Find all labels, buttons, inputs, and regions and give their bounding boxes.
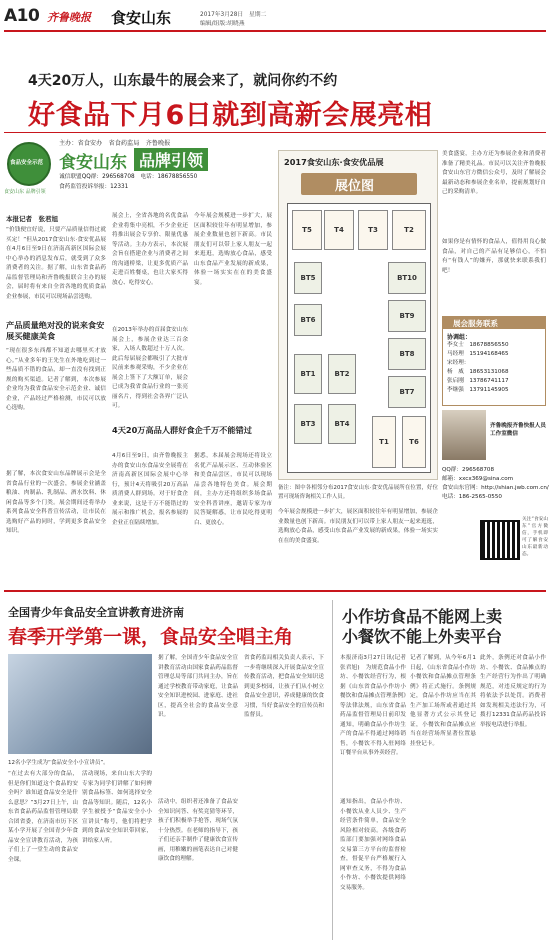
headline-rule bbox=[4, 132, 546, 133]
booth-t6: T6 bbox=[402, 416, 426, 468]
story2-photo bbox=[8, 654, 152, 754]
qq-group: QQ群：296568708 bbox=[442, 467, 495, 473]
booth-bt3: BT3 bbox=[294, 404, 322, 444]
booth-t1: T1 bbox=[372, 416, 396, 468]
booth-bt6: BT6 bbox=[294, 304, 322, 336]
tip-line: 食药监管投诉举报：12331 bbox=[59, 184, 129, 190]
booth-bt1: BT1 bbox=[294, 354, 322, 394]
lead-body-1: “价钱便宜好说，只要产品质量信得过就买定！”但从2017食安山东·食安优品展在4月6日至9日在济南高新区国际会展中心举办的消息发布后，就受到了众多消费者的关注。据了解，山东省食品药品监督管理局和齐鲁晚报联合主办的展会，届时将有来自全省各地的优质食品企业参展，市民可以现场品尝选购。 bbox=[6, 227, 106, 300]
booth-t2: T2 bbox=[392, 210, 426, 250]
booth-bt7: BT7 bbox=[388, 376, 426, 408]
story2-body-2: 活动现场，来自山东大学的专家为同学们讲解了如何辨别食品标签、如何选择安全食品等知识。随后，12名小学生被授予“食品安全小小宣讲员”称号，他们将把学到的食品安全知识带回家，讲给家人听。 bbox=[82, 771, 152, 844]
qr-caption-2: 关注“食安山东”官方微信，手机即可了解食安山东最新动态。 bbox=[522, 517, 548, 557]
right-body-3: 今年展会规模进一步扩大，展区面积较往年有明显增加，参展企业数量也创下新高。市民朋友们可以带上家人朋友一起来逛逛，选购放心食品，感受山东食品产业发展的新成果，体验一场实实在在的美食盛宴。 bbox=[278, 509, 438, 544]
booth-bt10: BT10 bbox=[388, 262, 426, 294]
lead-subhead-1: 产品质量绝对没的说来食安展买健康美食 bbox=[6, 320, 105, 341]
qr-code bbox=[480, 520, 520, 560]
story2-body-3: 据了解，全国青少年食品安全宣讲教育活动由国家食品药品监督管理总局等部门共同主办，旨在通过学校教育带动家庭，让食品安全知识进校园、进家庭、进社区，提高全社会的食品安全意识。 bbox=[158, 655, 238, 718]
contact-line: 马经理 15194168465 bbox=[447, 351, 509, 357]
paper-name: 齐鲁晚报 bbox=[47, 11, 91, 24]
masthead bbox=[0, 0, 550, 30]
lead-body-4: 展会上，全省各地的名优食品企业将集中亮相，不少企业还将推出展会专享价、限量优惠等活动。主办方表示，本次展会旨在搭建企业与消费者之间的沟通桥梁，让更多优质产品走进百姓餐桌，也让大家买得放心、吃得安心。 bbox=[112, 213, 188, 286]
booth-t5: T5 bbox=[292, 210, 322, 250]
booth-bt5: BT5 bbox=[294, 262, 322, 294]
booth-t4: T4 bbox=[324, 210, 354, 250]
story2-body-1: “在过去有大部分的食品，但是你们知道这个食品的安全吗？谁知道食品安全是什么意思？”3月27日上午，山东省食品药品监督管理局联合团省委，在济南市历下区某小学开展了全国青少年食品安全宣讲教育活动，为孩子们上了一堂生动的食品安全课。 bbox=[8, 771, 78, 863]
story3-body-1: 本报济南3月27日讯(记者 张君旭) 为规范食品小作坊、小餐饮经营行为，根据《山东省食品小作坊小餐饮和食品摊点管理条例》等法律法规，山东省食品药品监督管理局日前印发通知，明确食品小作坊生产的食品不得通过网络销售，小餐饮不得入驻网络订餐平台从事外卖经营。 bbox=[340, 655, 406, 756]
hotline: 诚信联盟QQ群：296568708 电话：18678856550 bbox=[59, 174, 198, 180]
service-title: 展会服务联系 bbox=[453, 319, 498, 328]
story2-body-4: 活动中，组织者还准备了食品安全知识问答、有奖竞猜等环节，孩子们积极举手抢答，现场气氛十分热烈。在老师的指导下，孩子们还亲手制作了健康饮食宣传画，用稚嫩的画笔表达自己对健康饮食的理解。 bbox=[158, 799, 238, 862]
brand-slogan: 品牌引领 bbox=[134, 148, 208, 171]
brand-badge-text: 食品安全示范 bbox=[10, 160, 44, 166]
booth-bt2: BT2 bbox=[328, 354, 356, 394]
contact-list bbox=[447, 341, 543, 395]
contact-line: 李女士 18678856550 bbox=[447, 342, 509, 348]
brand-badge-label: 食安山东 品牌引领 bbox=[4, 189, 46, 195]
section-title: 食安山东 bbox=[111, 9, 172, 27]
phone: 电话：186-2565-0550 bbox=[442, 494, 502, 500]
issue-date: 2017年3月28日 星期二 bbox=[200, 12, 267, 18]
booth-bt9: BT9 bbox=[388, 300, 426, 332]
floorplan-banner bbox=[301, 173, 417, 195]
story3-headline-1: 小作坊食品不能网上卖 bbox=[342, 607, 503, 626]
contact-line: 张启刚 13786741117 bbox=[447, 378, 509, 384]
staff-photo bbox=[442, 410, 486, 460]
qr-caption-1: 齐鲁晚报齐鲁快报人员工作室微信 bbox=[490, 423, 546, 437]
service-box bbox=[442, 316, 546, 406]
floorplan-caption: 备注：图中各相邻分布2017食安山东·食安优品展所在位置，好位置可现场咨询相关工作人员。 bbox=[278, 485, 438, 500]
contact-info bbox=[442, 466, 549, 502]
lead-body-2: “现在很多东西都不知道去哪里买才放心。”从业多年的王先生在外地吃到过一些品质不错的食品，却一直没有找到正规的购买渠道。记者了解到，本次参展企业均为我省食品安全示范企业、诚信企业，产品经过严格检测，市民可以放心选购。 bbox=[6, 348, 106, 411]
logo-banner bbox=[4, 138, 284, 208]
story2-kicker: 全国青少年食品安全宣讲教育进济南 bbox=[8, 606, 184, 619]
booth-t3: T3 bbox=[358, 210, 388, 250]
service-title-bar bbox=[443, 317, 545, 329]
page-number: A10 bbox=[4, 6, 40, 26]
story3-body-3: 记者了解到，从今年6月1日起，《山东省食品小作坊小餐饮和食品摊点管理条例》将正式施行。条例规定，食品小作坊应当在其生产加工场所或者通过其他显著方式公示其登记证，小餐饮和食品摊点应当在经营场所显著位置悬挂登记卡。 bbox=[410, 655, 476, 747]
story3-body-2: 通知指出，食品小作坊、小餐饮从业人员少、生产经营条件简单，食品安全风险相对较高。各级食药监部门要加强对网络食品交易第三方平台的监督检查，督促平台严格履行入网审查义务，不得为食品小作坊、小餐饮提供网络交易服务。 bbox=[340, 799, 406, 891]
lead-headline: 好食品下月6日就到高新会展亮相 bbox=[28, 100, 433, 131]
lead-body-7: 4月6日至9日，由齐鲁晚报主办的食安山东食品安全展将在济南高新区国际会展中心举行，预计4天将吸引20万高品质消费人群到场。对于好食企业来说，这是千万不能错过的展示和推广机会，报名参展的企业正在陆续增加。 bbox=[112, 453, 188, 526]
lead-body-6: 今年展会规模进一步扩大，展区面积较往年有明显增加，参展企业数量也创下新高。市民朋友们可以带上家人朋友一起来逛逛，选购放心食品，感受山东食品产业发展的新成果，体验一场实实在在的美食盛宴。 bbox=[194, 213, 272, 286]
contact-line: 宋经理： bbox=[447, 360, 470, 366]
story3-body-4: 此外，条例还对食品小作坊、小餐饮、食品摊点的生产经营行为作出了明确规范，对违反规定的行为将依法予以处罚。消费者如发现相关违法行为，可拨打12331食品药品投诉举报电话进行举报。 bbox=[480, 655, 546, 728]
right-body-2: 如果你是有情怀的食品人，值得用良心做食品，对自己的产品有足够信心，不怕有“有钱人”的嫌弃，那就快来联系我们吧！ bbox=[442, 239, 546, 274]
lead-kicker: 4天20万人，山东最牛的展会来了，就问你约不约 bbox=[28, 73, 338, 89]
lead-body-5: 在2013年举办的首届食安山东展会上，参展企业达三百余家，入场人数超过十万人次。此后每届展会都吸引了大批市民前来参观采购，不少企业在展会上签下了大额订单，展会已成为我省食品行业的一张亮丽名片，得到社会各界广泛认可。 bbox=[112, 327, 188, 409]
brand-title: 食安山东 bbox=[59, 153, 127, 173]
story-divider bbox=[332, 600, 333, 940]
floorplan-banner-text: 展位图 bbox=[335, 179, 375, 194]
story2-photo-caption: 12名小学生成为“食品安全小小宣讲员”。 bbox=[8, 760, 109, 766]
floorplan bbox=[278, 150, 438, 480]
editor-credit: 编辑/组版:胡晓燕 bbox=[200, 21, 245, 27]
right-body-1: 美食盛宴，主办方还为参展企业和消费者准备了精美礼品。市民可以关注齐鲁晚报食安山东官方微信公众号，及时了解展会最新动态和参展企业名单，提前规划好自己的采购清单。 bbox=[442, 151, 546, 195]
story2-body-5: 省食药监局相关负责人表示，下一步将继续深入开展食品安全宣传教育活动，把食品安全知识送到更多校园，让孩子们从小树立食品安全意识，养成健康的饮食习惯，当好食品安全的宣传员和监督员。 bbox=[244, 655, 324, 718]
contact-line: 李继强 13791145905 bbox=[447, 387, 509, 393]
organizers: 主办：省食安办 省食药监局 齐鲁晚报 bbox=[59, 140, 171, 147]
story3-headline-2: 小餐饮不能上外卖平台 bbox=[342, 627, 503, 646]
email[interactable]: 邮箱：xxcx369@sina.com bbox=[442, 476, 514, 482]
floorplan-title: 2017食安山东·食安优品展 bbox=[284, 157, 384, 167]
booth-grid bbox=[287, 203, 431, 473]
story2-headline: 春季开学第一课，食品安全唱主角 bbox=[8, 626, 294, 648]
booth-bt4: BT4 bbox=[328, 404, 356, 444]
lead-body-3: 据了解，本次食安山东品牌展示会是全省食品行业的一次盛会，参展企业涵盖粮油、肉制品、乳制品、酒水饮料、休闲食品等多个门类。展会期间还将举办系列食品安全科普宣传活动，让市民在选购好产品的同时，学到更多食品安全知识。 bbox=[6, 471, 106, 534]
lead-body-8: 据悉，本届展会现场还将设立名优产品展示区、互动体验区和美食品尝区，市民可以现场品尝各地特色美食。展会期间，主办方还将组织多场食品安全科普讲座，邀请专家为市民答疑解惑，让市民吃得更明白、更放心。 bbox=[194, 453, 272, 526]
website[interactable]: 食安山东官网：http://shian.jwb.com.cn/ bbox=[442, 485, 549, 491]
lead-subhead-2: 4天20万高品人群好食企千万不能错过 bbox=[112, 425, 252, 435]
contacts-title: 协调组： bbox=[447, 334, 472, 341]
contact-line: 杨 威 18653131068 bbox=[447, 369, 509, 375]
booth-bt8: BT8 bbox=[388, 338, 426, 370]
reporter-byline: 本报记者 张君旭 bbox=[6, 215, 58, 223]
section-divider bbox=[4, 590, 546, 592]
masthead-rule bbox=[4, 30, 546, 32]
